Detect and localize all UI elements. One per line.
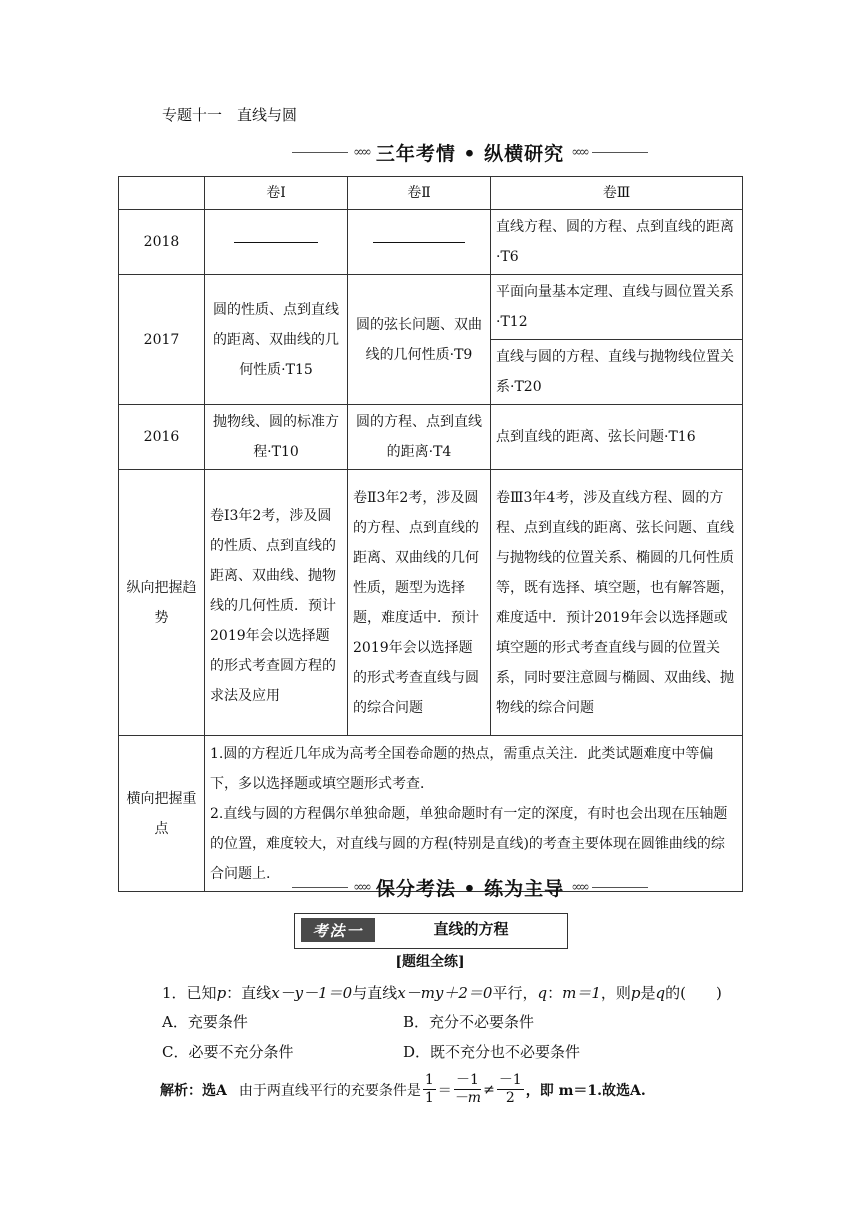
blank-line [234,242,318,243]
var-q: q [655,984,666,1002]
year-cell: 2017 [119,275,205,405]
divider-line [592,152,648,153]
table-row-focus [119,736,743,892]
header-paper-3: 卷Ⅲ [491,177,743,210]
question-text: 平行， [492,984,538,1002]
blank-line [373,242,465,243]
method-tag: 考法一 [301,918,375,942]
paper1-cell [205,210,348,275]
fraction-numerator: －1 [455,1072,479,1088]
table-row-trend [119,470,743,736]
table-header-row [119,177,743,210]
row-label: 纵向把握趋势 [119,470,205,736]
method-title: 直线的方程 [433,920,509,938]
question-text: 的( ) [665,984,722,1002]
paper1-trend: 卷Ⅰ3年2考，涉及圆的性质、点到直线的距离、双曲线、抛物线的几何性质．预计2019年会以选择题的形式考查圆方程的求法及应用 [205,470,348,736]
table-row-2017 [119,275,743,340]
question-text: 已知 [186,984,217,1002]
not-equal-sign: ≠ [483,1081,495,1098]
question-text: ，则 [600,984,631,1002]
paper2-cell: 圆的弦长问题、双曲线的几何性质·T9 [348,275,491,405]
fraction [423,1072,436,1107]
header-paper-1: 卷Ⅰ [205,177,348,210]
paper2-trend: 卷Ⅱ3年2考，涉及圆的方程、点到直线的距离、双曲线的几何性质，题型为选择题，难度适中．预计2019年会以选择题的形式考查直线与圆的综合问题 [348,470,491,736]
header-paper-2: 卷Ⅱ [348,177,491,210]
paper3-trend: 卷Ⅲ3年4考，涉及直线方程、圆的方程、点到直线的距离、弦长问题、直线与抛物线的位置关系、椭圆的几何性质等，既有选择、填空题，也有解答题，难度适中．预计2019年会以选择题或填空题的形式考查直线与圆的位置关系，同时要注意圆与椭圆、双曲线、抛物线的综合问题 [491,470,743,736]
focus-cell [205,736,743,892]
fraction-numerator: 1 [424,1072,434,1088]
section-header-trends [290,137,650,167]
question-text: ：直线 [226,984,272,1002]
equation: x－my＋2＝0 [397,984,493,1002]
paper3-cell: 平面向量基本定理、直线与圆位置关系·T12 [491,275,743,340]
table-row-2018 [119,210,743,275]
option-a: A．充要条件 [162,1013,248,1031]
answer-explanation [160,1072,646,1107]
section-title: 三年考情 • 纵横研究 [375,142,565,165]
focus-point-2: 2.直线与圆的方程偶尔单独命题，单独命题时有一定的深度，有时也会出现在压轴题的位置，难度较大，对直线与圆的方程(特别是直线)的考查主要体现在圆锥曲线的综合问题上. [210,805,728,882]
paper3-cell: 直线方程、圆的方程、点到直线的距离·T6 [491,210,743,275]
year-cell: 2016 [119,405,205,470]
var-p: p [216,984,227,1002]
option-c: C．必要不充分条件 [162,1043,294,1061]
option-b: B．充分不必要条件 [403,1013,535,1031]
question-text: 是 [640,984,656,1002]
fraction-denominator: 1 [424,1090,434,1106]
row-label: 横向把握重点 [119,736,205,892]
practice-label: [题组全练] [395,954,465,970]
paper3-cell: 点到直线的距离、弦长问题·T16 [491,405,743,470]
header-blank [119,177,205,210]
question-number: 1． [162,984,187,1002]
fraction-numerator: －1 [498,1072,522,1088]
divider-line [592,887,648,888]
question-stem [162,982,722,1003]
knot-ornament-icon: ∞∞ [353,144,369,160]
exam-trend-table [118,176,743,892]
topic-title: 专题十一 直线与圆 [162,106,298,124]
var-p: p [630,984,641,1002]
equation: x－y－1＝0 [271,984,353,1002]
option-d: D．既不充分也不必要条件 [403,1043,581,1061]
divider-line [292,887,348,888]
var-q: q [537,984,548,1002]
paper2-cell: 圆的方程、点到直线的距离·T4 [348,405,491,470]
divider-line [292,152,348,153]
method-box [294,913,568,949]
answer-text: 由于两直线平行的充要条件是 [238,1082,421,1099]
table-row-2016 [119,405,743,470]
answer-label: 解析： [160,1082,202,1099]
question-text: ： [547,984,563,1002]
fraction [497,1072,524,1107]
fraction [454,1072,481,1107]
focus-point-1: 1.圆的方程近几年成为高考全国卷命题的热点，需重点关注．此类试题难度中等偏下，多以选择题或填空题形式考查． [210,745,714,792]
section-title: 保分考法 • 练为主导 [375,877,565,900]
paper1-cell: 圆的性质、点到直线的距离、双曲线的几何性质·T15 [205,275,348,405]
answer-tail: ，即 m＝1.故选A. [525,1082,646,1099]
paper3-cell: 直线与圆的方程、直线与抛物线位置关系·T20 [491,340,743,405]
question-text: 与直线 [352,984,398,1002]
knot-ornament-icon: ∞∞ [571,879,587,895]
year-cell: 2018 [119,210,205,275]
knot-ornament-icon: ∞∞ [353,879,369,895]
equals-sign: ＝ [437,1082,452,1099]
paper2-cell [348,210,491,275]
fraction-denominator: 2 [505,1090,515,1106]
answer-choice: 选A [202,1082,227,1099]
fraction-denominator: －m [453,1090,482,1106]
knot-ornament-icon: ∞∞ [571,144,587,160]
section-header-practice [290,872,650,902]
condition: m＝1 [562,984,601,1002]
paper1-cell: 抛物线、圆的标准方程·T10 [205,405,348,470]
